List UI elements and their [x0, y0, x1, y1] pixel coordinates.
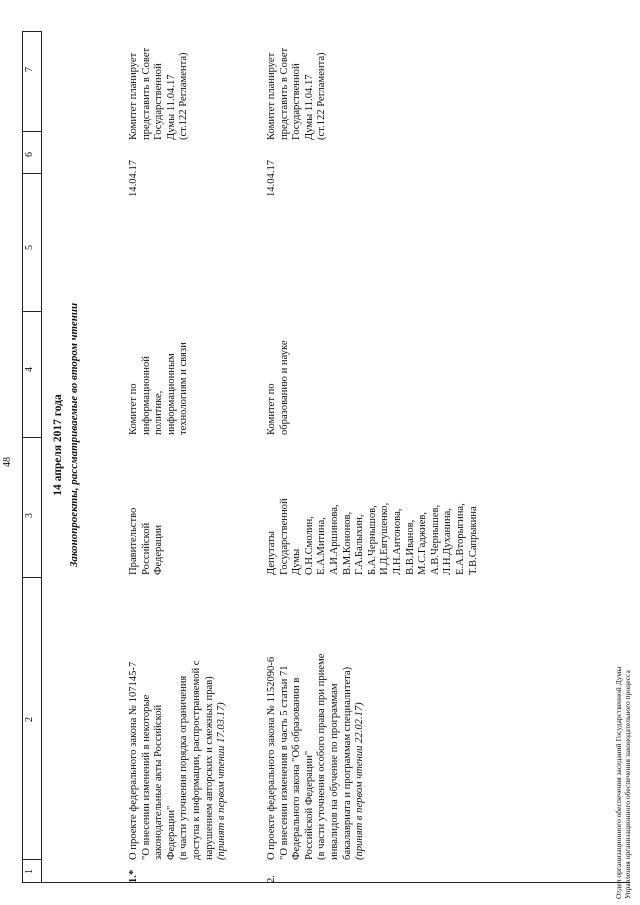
initiator: Правительство Российской Федерации — [128, 507, 165, 575]
column-divider — [23, 437, 41, 438]
bill-entry — [128, 610, 229, 860]
column-divider — [23, 131, 41, 132]
footer-directorate: Управления организационного обеспечения законодательного процесса — [623, 670, 632, 899]
column-number-7: 7 — [24, 67, 35, 72]
bill-description: (в части уточнения особого права при приеме инвалидов на обучение по программам бакалавриата и программам специалитета) — [316, 653, 353, 860]
bill-entry — [266, 605, 367, 860]
consideration-date: 14.04.17 — [128, 159, 139, 197]
bill-title: О проекте федерального закона № 1152090-6 "О внесении изменения в часть 5 статьи 71 Федерального закона "Об образовании в Российской Федерации" — [266, 656, 315, 860]
committee: Комитет по образованию и науке — [266, 340, 290, 435]
committee-note: Комитет планирует представить в Совет Государственной Думы 11.04.17 (ст.122 Регламента) — [128, 47, 190, 140]
date-heading: 14 апреля 2017 года — [52, 394, 64, 496]
section-heading: Законопроекты, рассматриваемые во втором чтении — [68, 302, 80, 568]
row-number: 1.* — [128, 869, 139, 883]
column-divider — [23, 311, 41, 312]
column-number-5: 5 — [24, 245, 35, 250]
column-divider — [23, 173, 41, 174]
consideration-date: 14.04.17 — [266, 159, 277, 197]
column-divider — [23, 577, 41, 578]
first-reading-note: (принят в первом чтении 17.03.17) — [216, 702, 228, 860]
bill-title: О проекте федерального закона № 107145-7 "О внесении изменений в некоторые законодательные акты Российской Федерации" — [128, 661, 177, 860]
committee-note: Комитет планирует представить в Совет Государственной Думы 11.04.17 (ст.122 Регламента) — [266, 47, 328, 140]
column-number-1: 1 — [24, 869, 35, 874]
first-reading-note: (принят в первом чтении 22.02.17) — [354, 702, 366, 860]
committee: Комитет по информационной политике, информационным технологиям и связи — [128, 342, 190, 435]
bill-description: (в части уточнения порядка ограничения доступа к информации, распространяемой с нарушением авторских и смежных прав) — [178, 660, 215, 860]
row-number: 2. — [266, 875, 277, 883]
column-number-6: 6 — [24, 152, 35, 157]
column-number-header — [22, 31, 42, 883]
page-number: 48 — [2, 457, 13, 467]
initiator: Депутаты Государственной Думы О.Н.Смолин, Е.А.Митина, А.И.Аршинова, В.М.Кононов, Г.А.Балыхин, Б.А.Чернышов, И.Д.Евтушенко, Л.Н.Антонова, В.В.Иванов, М.С.Гаджиев, А.В.Чернышев, Л.Н.Духанина, Е.А.Вторыгина, Т.В.Сапрыкина — [266, 498, 479, 575]
footer-department: Отдел организационного обеспечения заседаний Государственной Думы — [614, 666, 623, 899]
column-divider — [23, 859, 41, 860]
column-number-3: 3 — [24, 513, 35, 518]
column-number-4: 4 — [24, 367, 35, 372]
column-number-2: 2 — [24, 717, 35, 722]
